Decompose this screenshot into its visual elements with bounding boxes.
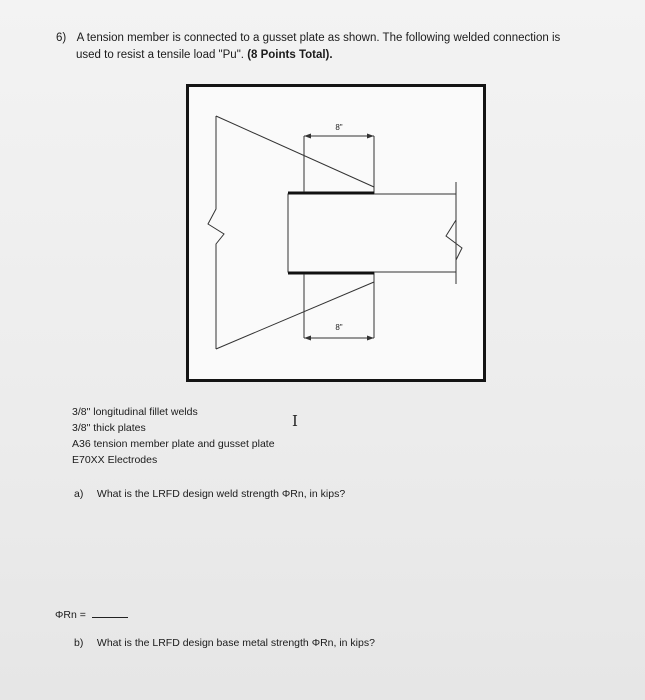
question-b-letter: b) xyxy=(74,637,84,649)
problem-number: 6) xyxy=(56,32,67,44)
answer-line xyxy=(55,606,128,621)
question-a xyxy=(74,487,345,502)
problem-statement xyxy=(56,30,616,64)
question-a-letter: a) xyxy=(74,488,84,500)
text-cursor-icon: I xyxy=(292,412,298,430)
problem-statement-line1: A tension member is connected to a gusset plate as shown. The following welded connection is xyxy=(76,32,561,44)
top-dimension-label: 8" xyxy=(335,123,343,132)
given-conditions-list xyxy=(72,404,275,468)
gusset-connection-figure xyxy=(186,84,486,382)
given-item: A36 tension member plate and gusset plate xyxy=(72,438,275,450)
question-a-text: What is the LRFD design weld strength ΦRn, in kips? xyxy=(96,488,346,500)
answer-blank[interactable] xyxy=(92,606,128,618)
given-item: 3/8" thick plates xyxy=(72,422,146,434)
gusset-diagram xyxy=(186,84,486,382)
tension-member-plate xyxy=(288,194,462,272)
given-item: 3/8" longitudinal fillet welds xyxy=(72,406,198,418)
question-b xyxy=(74,636,375,651)
points-note: (8 Points Total). xyxy=(247,49,333,61)
given-item: E70XX Electrodes xyxy=(72,454,158,466)
bottom-dimension-label: 8" xyxy=(335,323,343,332)
answer-label: ΦRn = xyxy=(55,609,86,621)
question-b-text: What is the LRFD design base metal strength ΦRn, in kips? xyxy=(96,637,375,649)
problem-statement-line2: used to resist a tensile load "Pu". xyxy=(76,49,244,61)
